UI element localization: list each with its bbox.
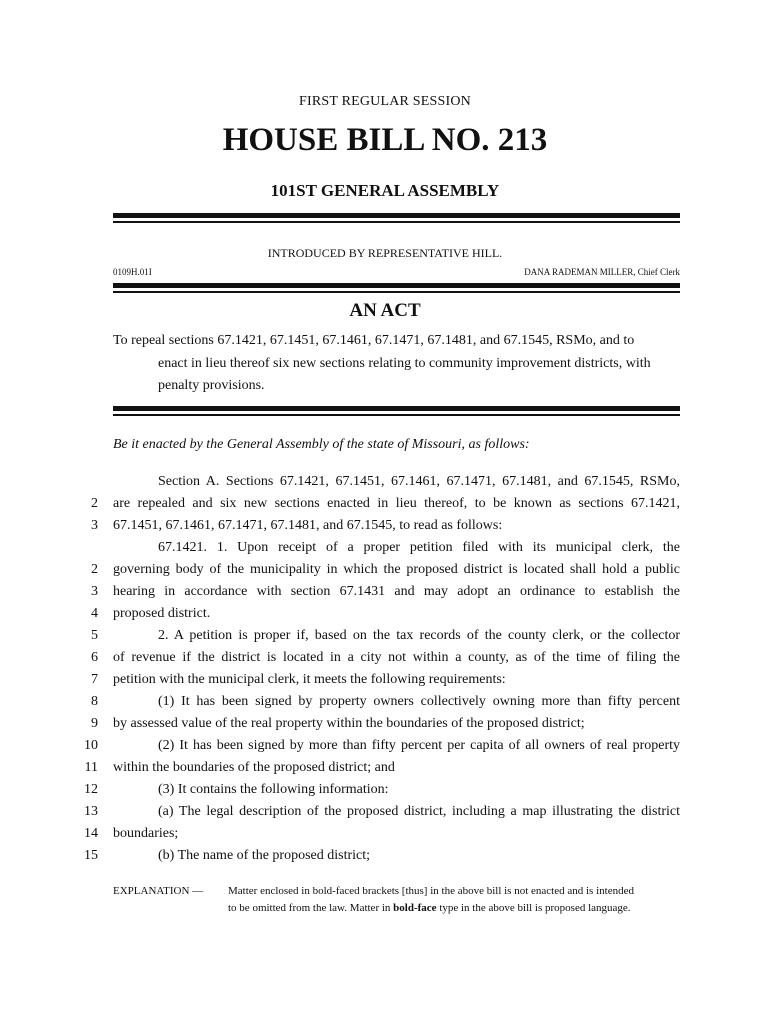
line-number: 2 bbox=[91, 562, 98, 577]
line-text: governing body of the municipality in which the proposed district is located shall hold a public bbox=[113, 562, 680, 577]
line-text: 67.1421. 1. Upon receipt of a proper petition filed with its municipal clerk, the bbox=[158, 540, 680, 555]
divider-rule bbox=[113, 283, 680, 288]
bill-line bbox=[0, 496, 770, 518]
line-number: 8 bbox=[91, 694, 98, 709]
line-text: (1) It has been signed by property owners collectively owning more than fifty percent bbox=[158, 694, 680, 709]
line-number: 5 bbox=[91, 628, 98, 643]
line-text: boundaries; bbox=[113, 826, 179, 841]
line-number: 10 bbox=[84, 738, 98, 753]
bill-line bbox=[0, 760, 770, 782]
bill-title: HOUSE BILL NO. 213 bbox=[222, 122, 548, 158]
enacting-clause: Be it enacted by the General Assembly of the state of Missouri, as follows: bbox=[113, 437, 530, 452]
act-title-line: penalty provisions. bbox=[158, 378, 265, 393]
explanation-text-part: to be omitted from the law. Matter in bbox=[228, 902, 394, 914]
assembly-label: 101ST GENERAL ASSEMBLY bbox=[270, 181, 500, 200]
bill-line bbox=[0, 540, 770, 562]
explanation-text-part: type in the above bill is proposed language. bbox=[436, 902, 631, 914]
session-label: FIRST REGULAR SESSION bbox=[299, 94, 471, 109]
act-title-line: To repeal sections 67.1421, 67.1451, 67.1461, 67.1471, 67.1481, and 67.1545, RSMo, and to bbox=[113, 333, 635, 348]
line-text: are repealed and six new sections enacted in lieu thereof, to be known as sections 67.1421, bbox=[113, 496, 680, 511]
act-title-line: enact in lieu thereof six new sections relating to community improvement districts, with bbox=[158, 356, 651, 371]
line-number: 12 bbox=[84, 782, 98, 797]
bill-line bbox=[0, 848, 770, 870]
bill-line bbox=[0, 474, 770, 496]
bill-code: 0109H.01I bbox=[113, 267, 152, 277]
divider-rule bbox=[113, 291, 680, 293]
line-number: 11 bbox=[84, 760, 98, 775]
line-number: 6 bbox=[91, 650, 98, 665]
bill-line bbox=[0, 606, 770, 628]
bill-line bbox=[0, 518, 770, 540]
line-number: 13 bbox=[84, 804, 98, 819]
line-text: 2. A petition is proper if, based on the tax records of the county clerk, or the collector bbox=[158, 628, 680, 643]
bill-line bbox=[0, 782, 770, 804]
line-number: 4 bbox=[91, 606, 98, 621]
line-number: 3 bbox=[91, 518, 98, 533]
line-text: proposed district. bbox=[113, 606, 211, 621]
line-text: (a) The legal description of the proposed district, including a map illustrating the district bbox=[158, 804, 680, 819]
divider-rule bbox=[113, 213, 680, 218]
line-number: 2 bbox=[91, 496, 98, 511]
bill-line bbox=[0, 672, 770, 694]
divider-rule bbox=[113, 406, 680, 411]
explanation-label: EXPLANATION — bbox=[113, 885, 204, 897]
explanation-text-2 bbox=[228, 902, 631, 914]
line-number: 14 bbox=[84, 826, 98, 841]
line-text: within the boundaries of the proposed district; and bbox=[113, 760, 395, 775]
line-number: 7 bbox=[91, 672, 98, 687]
bill-line bbox=[0, 584, 770, 606]
line-text: by assessed value of the real property within the boundaries of the proposed district; bbox=[113, 716, 585, 731]
chief-clerk: DANA RADEMAN MILLER, Chief Clerk bbox=[524, 267, 680, 277]
line-text: (2) It has been signed by more than fifty percent per capita of all owners of real property bbox=[158, 738, 680, 753]
bold-face-term: bold-face bbox=[393, 902, 437, 914]
line-text: 67.1451, 67.1461, 67.1471, 67.1481, and 67.1545, to read as follows: bbox=[113, 518, 503, 533]
bill-line bbox=[0, 826, 770, 848]
bill-line bbox=[0, 716, 770, 738]
line-number: 15 bbox=[84, 848, 98, 863]
bill-line bbox=[0, 628, 770, 650]
bill-line bbox=[0, 694, 770, 716]
line-text: of revenue if the district is located in a city not within a county, as of the time of filing the bbox=[113, 650, 680, 665]
introduced-by: INTRODUCED BY REPRESENTATIVE HILL. bbox=[267, 246, 503, 260]
act-heading: AN ACT bbox=[349, 300, 421, 321]
line-text: hearing in accordance with section 67.1431 and may adopt an ordinance to establish the bbox=[113, 584, 680, 599]
line-text: (b) The name of the proposed district; bbox=[158, 848, 371, 863]
line-text: (3) It contains the following information: bbox=[158, 782, 389, 797]
explanation-text: Matter enclosed in bold-faced brackets [thus] in the above bill is not enacted and is intended bbox=[228, 885, 634, 897]
line-number: 9 bbox=[91, 716, 98, 731]
bill-line bbox=[0, 738, 770, 760]
bill-line bbox=[0, 562, 770, 584]
line-text: Section A. Sections 67.1421, 67.1451, 67.1461, 67.1471, 67.1481, and 67.1545, RSMo, bbox=[158, 474, 680, 489]
line-number: 3 bbox=[91, 584, 98, 599]
divider-rule bbox=[113, 414, 680, 416]
bill-line bbox=[0, 804, 770, 826]
divider-rule bbox=[113, 221, 680, 223]
line-text: petition with the municipal clerk, it meets the following requirements: bbox=[113, 672, 506, 687]
bill-line bbox=[0, 650, 770, 672]
